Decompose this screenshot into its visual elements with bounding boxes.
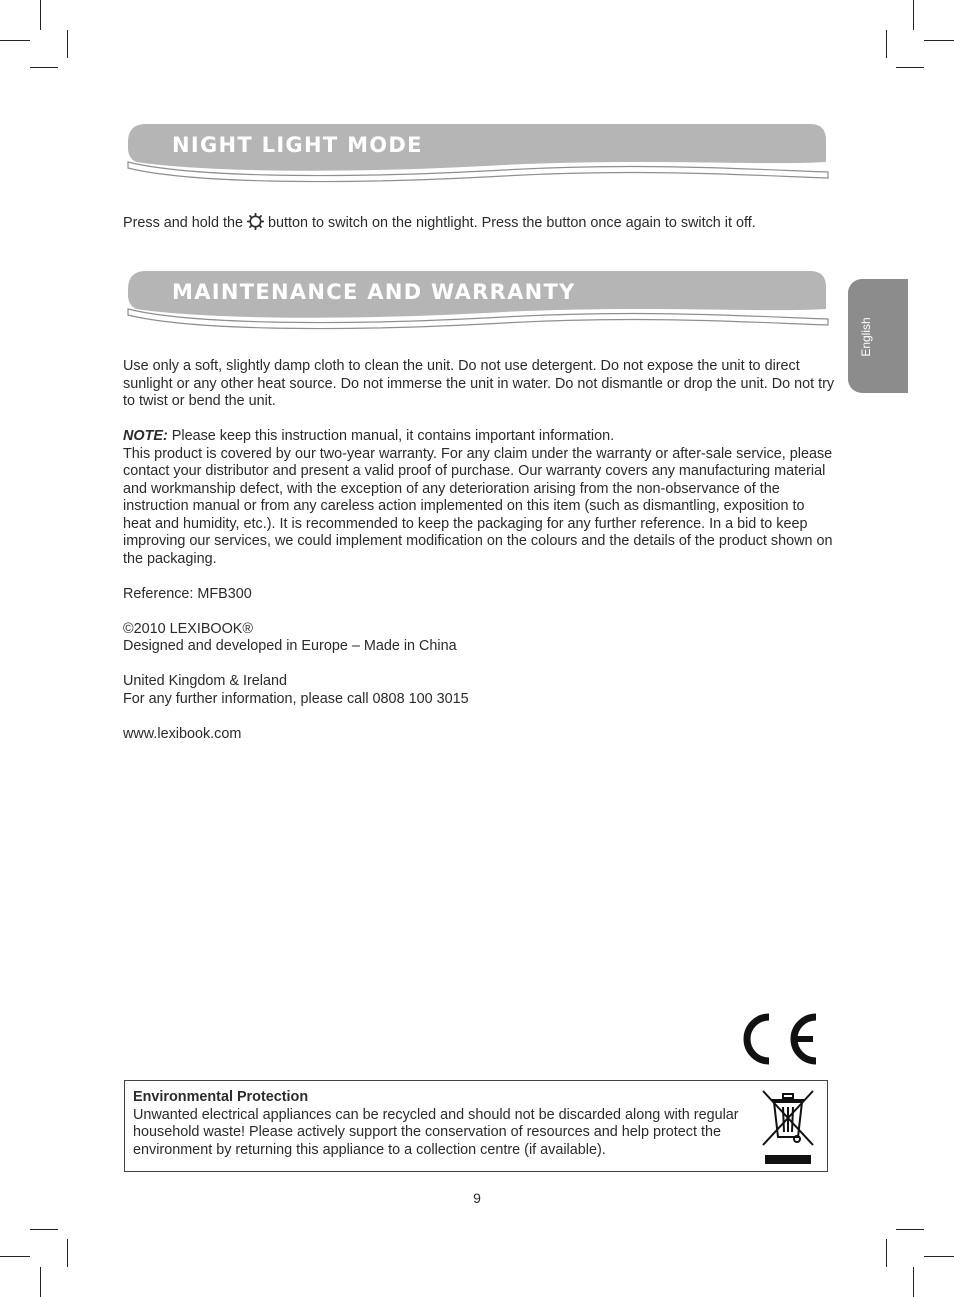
section-title: NIGHT LIGHT MODE <box>172 133 423 157</box>
phone-line: For any further information, please call 0808 100 3015 <box>123 690 469 707</box>
reference-line: Reference: MFB300 <box>123 585 252 602</box>
environmental-text: Unwanted electrical appliances can be recycled and should not be discarded along with regular household waste! Please actively support the conservation of resources and help protect the environment by returning this appliance to a collection centre (if available). <box>133 1106 739 1158</box>
section-banner-maintenance <box>124 269 830 331</box>
crossed-bin-icon <box>757 1087 819 1169</box>
warranty-paragraph: This product is covered by our two-year warranty. For any claim under the warranty or after-sale service, please contact your distributor and present a valid proof of purchase. Our warranty covers any manufacturing material and workmanship defect, with the exception of any deterioration arising from the non-observance of the instruction manual or from any careless action implemented on this item (such as dismantling, exposition to heat and humidity, etc.). It is recommended to keep the packaging for any further reference. In a bid to keep improving our services, we could implement modification on the colours and the details of the product shown on the packaging. <box>123 445 833 567</box>
environmental-text-block <box>133 1089 751 1159</box>
region-line: United Kingdom & Ireland <box>123 673 287 689</box>
language-tab-label: English <box>859 317 873 357</box>
care-paragraph: Use only a soft, slightly damp cloth to clean the unit. Do not use detergent. Do not expose the unit to direct sunlight or any other heat source. Do not immerse the unit in water. Do not dismantle or drop the unit. Do not try to twist or bend the unit. <box>123 358 835 409</box>
copyright-line: ©2010 LEXIBOOK® <box>123 620 254 637</box>
language-tab <box>848 279 908 393</box>
note-paragraph <box>123 428 835 446</box>
environmental-title: Environmental Protection <box>133 1089 309 1105</box>
night-light-paragraph <box>123 213 835 233</box>
maintenance-body <box>123 358 835 743</box>
ce-mark-icon <box>742 1011 822 1067</box>
environmental-protection-box <box>124 1080 828 1172</box>
website-line: www.lexibook.com <box>123 725 242 742</box>
section-banner-night-light <box>124 122 830 184</box>
night-light-text-start: Press and hold the <box>123 215 244 231</box>
note-text: Please keep this instruction manual, it contains important information. <box>167 428 615 444</box>
page-number: 9 <box>473 1190 481 1206</box>
origin-line: Designed and developed in Europe – Made in China <box>123 638 457 654</box>
night-light-text-end: button to switch on the nightlight. Press the button once again to switch it off. <box>268 215 756 231</box>
section-title: MAINTENANCE AND WARRANTY <box>172 280 576 304</box>
note-label: NOTE: <box>123 428 168 444</box>
sun-button-icon <box>247 213 264 230</box>
